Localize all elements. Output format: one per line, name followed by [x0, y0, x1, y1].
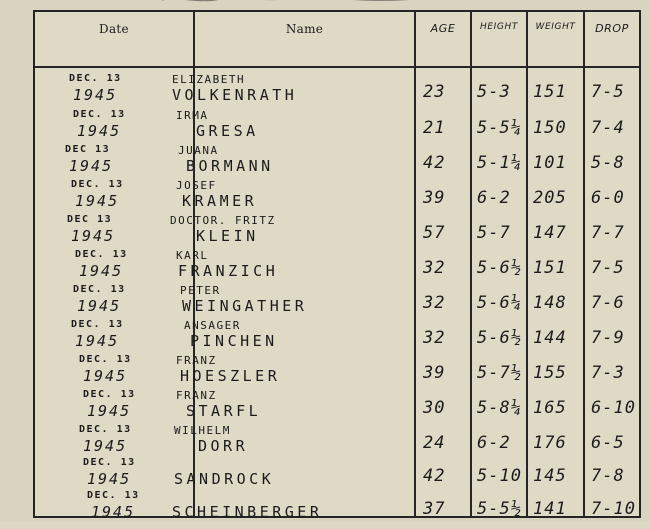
- age-value: 37: [423, 499, 446, 519]
- date-day: DEC 13: [65, 144, 111, 155]
- first-name: IRMA: [176, 109, 209, 122]
- first-name: FRANZ: [176, 354, 217, 367]
- header-age: AGE: [430, 22, 456, 35]
- first-name: JUANA: [178, 144, 219, 157]
- last-name: FRANZICH: [178, 262, 279, 280]
- table-row: [35, 178, 639, 218]
- date-year: 1945: [75, 332, 120, 350]
- height-value: 5-5¼: [477, 118, 522, 138]
- weight-value: 144: [533, 328, 567, 348]
- date-day: DEC 13: [67, 214, 113, 225]
- table-row: [35, 353, 639, 393]
- date-day: DEC. 13: [73, 284, 126, 295]
- drop-value: 7-3: [591, 363, 625, 383]
- header-rule: [35, 66, 639, 68]
- height-value: 5-10: [477, 466, 522, 486]
- weight-value: 145: [533, 466, 567, 486]
- table-row: [35, 283, 639, 323]
- date-day: DEC. 13: [83, 389, 136, 400]
- date-day: DEC. 13: [83, 457, 136, 468]
- date-year: 1945: [77, 297, 122, 315]
- weight-value: 176: [533, 433, 567, 453]
- first-name: ELIZABETH: [172, 73, 246, 86]
- last-name: PINCHEN: [190, 332, 278, 350]
- date-day: DEC. 13: [79, 424, 132, 435]
- last-name: DORR: [198, 437, 249, 455]
- last-name: SCHEINBERGER: [172, 503, 323, 521]
- height-value: 6-2: [477, 433, 511, 453]
- last-name: GRESA: [196, 122, 259, 140]
- first-name: PETER: [180, 284, 221, 297]
- age-value: 30: [423, 398, 446, 418]
- drop-value: 6-0: [591, 188, 625, 208]
- date-year: 1945: [75, 192, 120, 210]
- height-value: 5-8¼: [477, 398, 522, 418]
- date-day: DEC. 13: [71, 179, 124, 190]
- height-value: 5-7½: [477, 363, 522, 383]
- first-name: WILHELM: [174, 424, 231, 437]
- last-name: KRAMER: [182, 192, 258, 210]
- drop-value: 7-5: [591, 82, 625, 102]
- date-year: 1945: [79, 262, 124, 280]
- first-name: KARL: [176, 249, 209, 262]
- date-year: 1945: [77, 122, 122, 140]
- age-value: 42: [423, 153, 446, 173]
- header-drop: DROP: [595, 22, 629, 35]
- age-value: 23: [423, 82, 446, 102]
- age-value: 39: [423, 188, 446, 208]
- last-name: WEINGATHER: [182, 297, 308, 315]
- weight-value: 165: [533, 398, 567, 418]
- drop-value: 7-10: [591, 499, 636, 519]
- first-name: ANSAGER: [184, 319, 241, 332]
- header-date: Date: [99, 22, 129, 36]
- date-year: 1945: [91, 503, 136, 521]
- table-row: [35, 108, 639, 148]
- drop-value: 7-4: [591, 118, 625, 138]
- date-year: 1945: [71, 227, 116, 245]
- drop-value: 6-10: [591, 398, 636, 418]
- drop-value: 7-5: [591, 258, 625, 278]
- date-year: 1945: [83, 367, 128, 385]
- table-row: [35, 143, 639, 183]
- weight-value: 205: [533, 188, 567, 208]
- weight-value: 147: [533, 223, 567, 243]
- height-value: 5-7: [477, 223, 511, 243]
- height-value: 5-6¼: [477, 293, 522, 313]
- age-value: 39: [423, 363, 446, 383]
- drop-value: 7-9: [591, 328, 625, 348]
- date-day: DEC. 13: [87, 490, 140, 501]
- weight-value: 150: [533, 118, 567, 138]
- age-value: 32: [423, 328, 446, 348]
- height-value: 5-1¼: [477, 153, 522, 173]
- date-year: 1945: [69, 157, 114, 175]
- age-value: 32: [423, 258, 446, 278]
- weight-value: 155: [533, 363, 567, 383]
- header-name: Name: [285, 22, 324, 36]
- table-row: [35, 213, 639, 253]
- weight-value: 151: [533, 258, 567, 278]
- date-day: DEC. 13: [69, 73, 122, 84]
- height-value: 5-6½: [477, 258, 522, 278]
- first-name: FRANZ: [176, 389, 217, 402]
- height-value: 5-3: [477, 82, 511, 102]
- date-day: DEC. 13: [73, 109, 126, 120]
- drop-value: 6-5: [591, 433, 625, 453]
- drop-value: 5-8: [591, 153, 625, 173]
- weight-value: 148: [533, 293, 567, 313]
- age-value: 42: [423, 466, 446, 486]
- last-name: STARFL: [186, 402, 262, 420]
- execution-ledger: [33, 10, 641, 521]
- height-value: 5-6½: [477, 328, 522, 348]
- last-name: KLEIN: [196, 227, 259, 245]
- weight-value: 141: [533, 499, 567, 519]
- header-weight: WEIGHT: [535, 22, 576, 32]
- first-name: DOCTOR. FRITZ: [170, 214, 276, 227]
- first-name: JOSEF: [176, 179, 217, 192]
- drop-value: 7-8: [591, 466, 625, 486]
- header-height: HEIGHT: [480, 22, 518, 32]
- table-row: [35, 248, 639, 288]
- table-row: [35, 72, 639, 112]
- table-row: [35, 318, 639, 358]
- last-name: SANDROCK: [174, 470, 275, 488]
- weight-value: 151: [533, 82, 567, 102]
- age-value: 24: [423, 433, 446, 453]
- date-year: 1945: [73, 86, 118, 104]
- weight-value: 101: [533, 153, 567, 173]
- last-name: BORMANN: [186, 157, 274, 175]
- age-value: 32: [423, 293, 446, 313]
- date-day: DEC. 13: [71, 319, 124, 330]
- drop-value: 7-6: [591, 293, 625, 313]
- date-year: 1945: [87, 402, 132, 420]
- date-year: 1945: [83, 437, 128, 455]
- age-value: 57: [423, 223, 446, 243]
- date-day: DEC. 13: [79, 354, 132, 365]
- table-row: [35, 489, 639, 529]
- table-row: [35, 388, 639, 428]
- height-value: 5-5½: [477, 499, 522, 519]
- date-day: DEC. 13: [75, 249, 128, 260]
- drop-value: 7-7: [591, 223, 625, 243]
- age-value: 21: [423, 118, 446, 138]
- date-year: 1945: [87, 470, 132, 488]
- cut-off-handwriting: [160, 0, 420, 8]
- last-name: HOESZLER: [180, 367, 281, 385]
- height-value: 6-2: [477, 188, 511, 208]
- last-name: VOLKENRATH: [172, 86, 298, 104]
